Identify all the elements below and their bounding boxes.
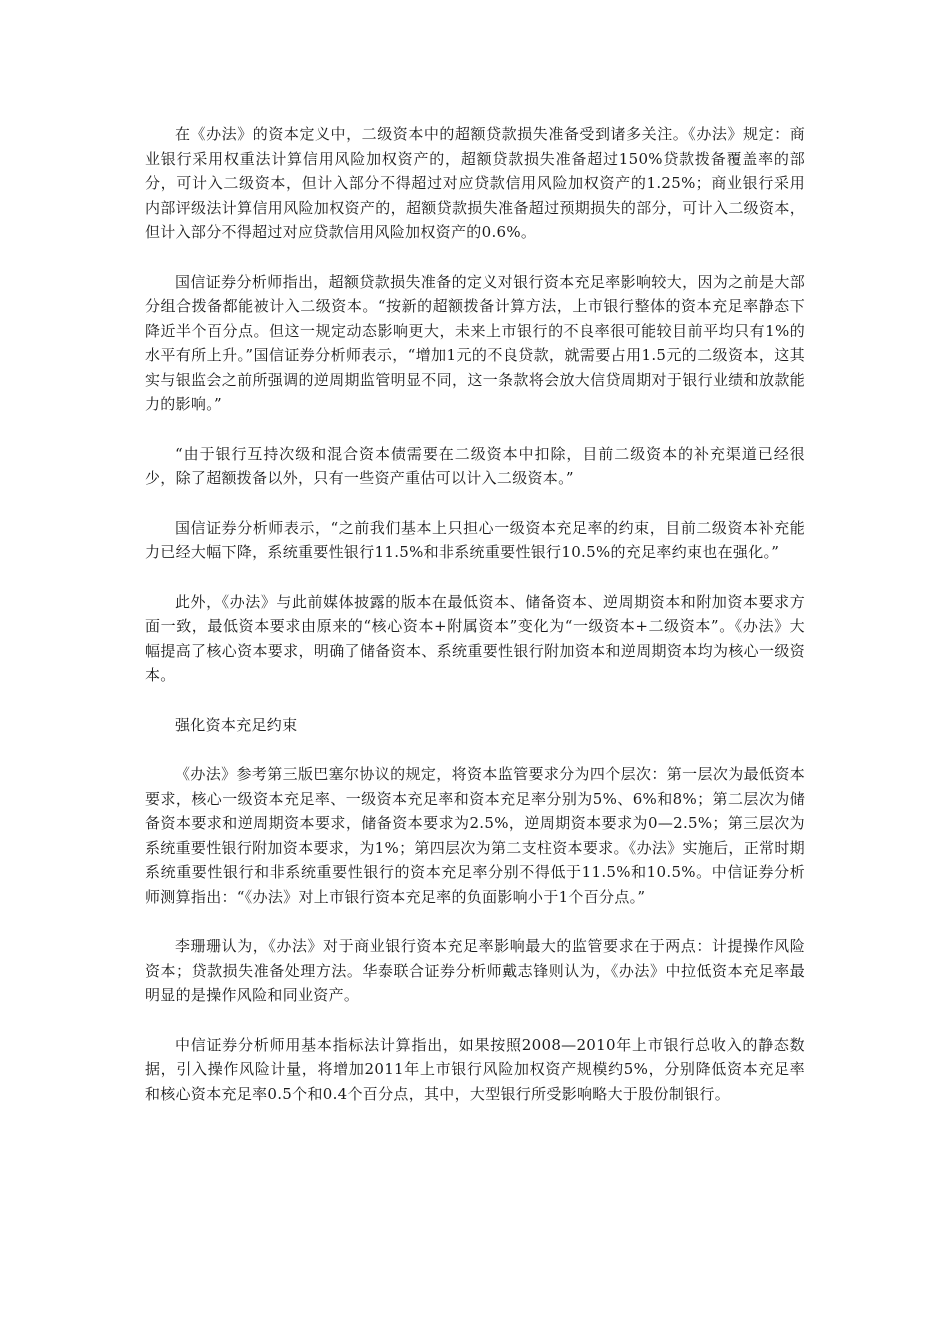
paragraph: 《办法》参考第三版巴塞尔协议的规定，将资本监管要求分为四个层次：第一层次为最低资本要求，核心一级资本充足率、一级资本充足率和资本充足率分别为5%、6%和8%；第二层次为储备资本要求和逆周期资本要求，储备资本要求为2.5%，逆周期资本要求为0—2.5%；第三层次为系统重要性银行附加资本要求，为1%；第四层次为第二支柱资本要求。《办法》实施后，正常时期系统重要性银行和非系统重要性银行的资本充足率分别不得低于11.5%和10.5%。中信证券分析师测算指出：“《办法》对上市银行资本充足率的负面影响小于1个百分点。” xyxy=(145,765,805,906)
paragraph: 此外，《办法》与此前媒体披露的版本在最低资本、储备资本、逆周期资本和附加资本要求方面一致，最低资本要求由原来的“核心资本+附属资本”变化为“一级资本+二级资本”。《办法》大幅提高了核心资本要求，明确了储备资本、系统重要性银行附加资本和逆周期资本均为核心一级资本。 xyxy=(145,592,805,684)
paragraph: 李珊珊认为，《办法》对于商业银行资本充足率影响最大的监管要求在于两点：计提操作风险资本；贷款损失准备处理方法。华泰联合证券分析师戴志锋则认为，《办法》中拉低资本充足率最明显的是操作风险和同业资产。 xyxy=(145,937,805,1004)
paragraph: 国信证券分析师指出，超额贷款损失准备的定义对银行资本充足率影响较大，因为之前是大部分组合拨备都能被计入二级资本。“按新的超额拨备计算方法，上市银行整体的资本充足率静态下降近半个百分点。但这一规定动态影响更大，未来上市银行的不良率很可能较目前平均只有1%的水平有所上升。”国信证券分析师表示，“增加1元的不良贷款，就需要占用1.5元的二级资本，这其实与银监会之前所强调的逆周期监管明显不同，这一条款将会放大信贷周期对于银行业绩和放款能力的影响。” xyxy=(145,272,805,413)
section-heading: 强化资本充足约束 xyxy=(175,715,298,734)
paragraph: “由于银行互持次级和混合资本债需要在二级资本中扣除，目前二级资本的补充渠道已经很少，除了超额拨备以外，只有一些资产重估可以计入二级资本。” xyxy=(145,444,805,487)
paragraph: 中信证券分析师用基本指标法计算指出，如果按照2008—2010年上市银行总收入的静态数据，引入操作风险计量，将增加2011年上市银行风险加权资产规模约5%，分别降低资本充足率和核心资本充足率0.5个和0.4个百分点，其中，大型银行所受影响略大于股份制银行。 xyxy=(145,1035,805,1103)
paragraph: 国信证券分析师表示，“之前我们基本上只担心一级资本充足率的约束，目前二级资本补充能力已经大幅下降，系统重要性银行11.5%和非系统重要性银行10.5%的充足率约束也在强化。” xyxy=(145,518,805,561)
document-body xyxy=(145,122,805,1131)
paragraph: 在《办法》的资本定义中，二级资本中的超额贷款损失准备受到诸多关注。《办法》规定：商业银行采用权重法计算信用风险加权资产的，超额贷款损失准备超过150%贷款拨备覆盖率的部分，可计入二级资本，但计入部分不得超过对应贷款信用风险加权资产的1.25%；商业银行采用内部评级法计算信用风险加权资产的，超额贷款损失准备超过预期损失的部分，可计入二级资本，但计入部分不得超过对应贷款信用风险加权资产的0.6%。 xyxy=(145,125,805,241)
